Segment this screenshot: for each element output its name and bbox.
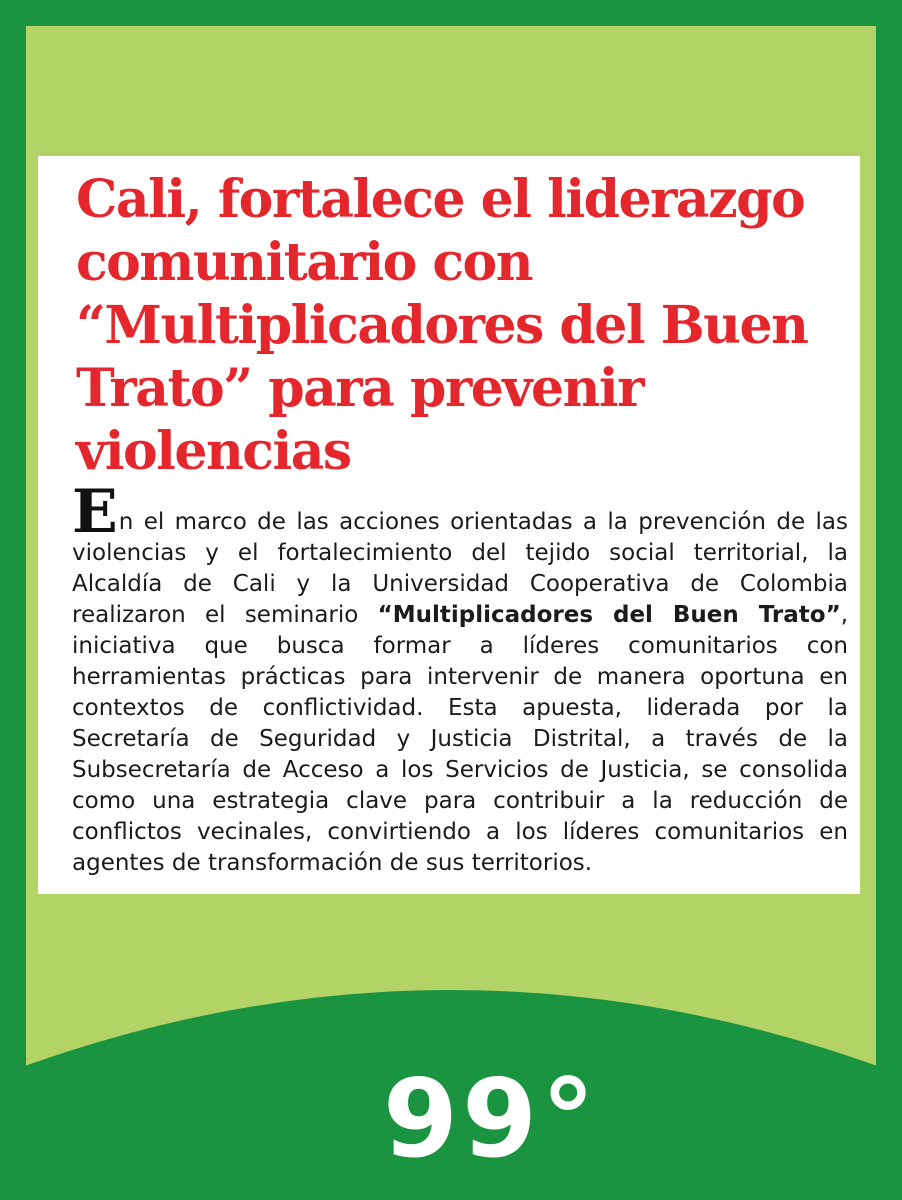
page-number: 99° — [382, 1057, 600, 1182]
article-body — [72, 477, 848, 879]
drop-cap: E — [72, 477, 118, 547]
headline: Cali, fortalece el liderazgo comunitario con “Multiplicadores del Buen Trato” para prevenir violencias — [76, 169, 808, 482]
body-text-part1: n el marco de las acciones orientadas a la prevención de las violencias y el fortalecimiento del tejido social territorial, la Alcaldía de Cali y la Universidad Cooperativa de Colombia realizaron el seminario — [72, 509, 848, 628]
seminar-name: “Multiplicadores del Buen Trato” — [377, 602, 841, 628]
body-text-part2: , iniciativa que busca formar a líderes comunitarios con herramientas prácticas para intervenir de manera oportuna en contextos de conflictividad. Esta apuesta, liderada por la Secretaría de Seguridad y Justicia Distrital, a través de la Subsecretaría de Acceso a los Servicios de Justicia, se consolida como una estrategia clave para contribuir a la reducción de conflictos vecinales, convirtiendo a los líderes comunitarios en agentes de transformación de sus territorios. — [72, 602, 848, 876]
